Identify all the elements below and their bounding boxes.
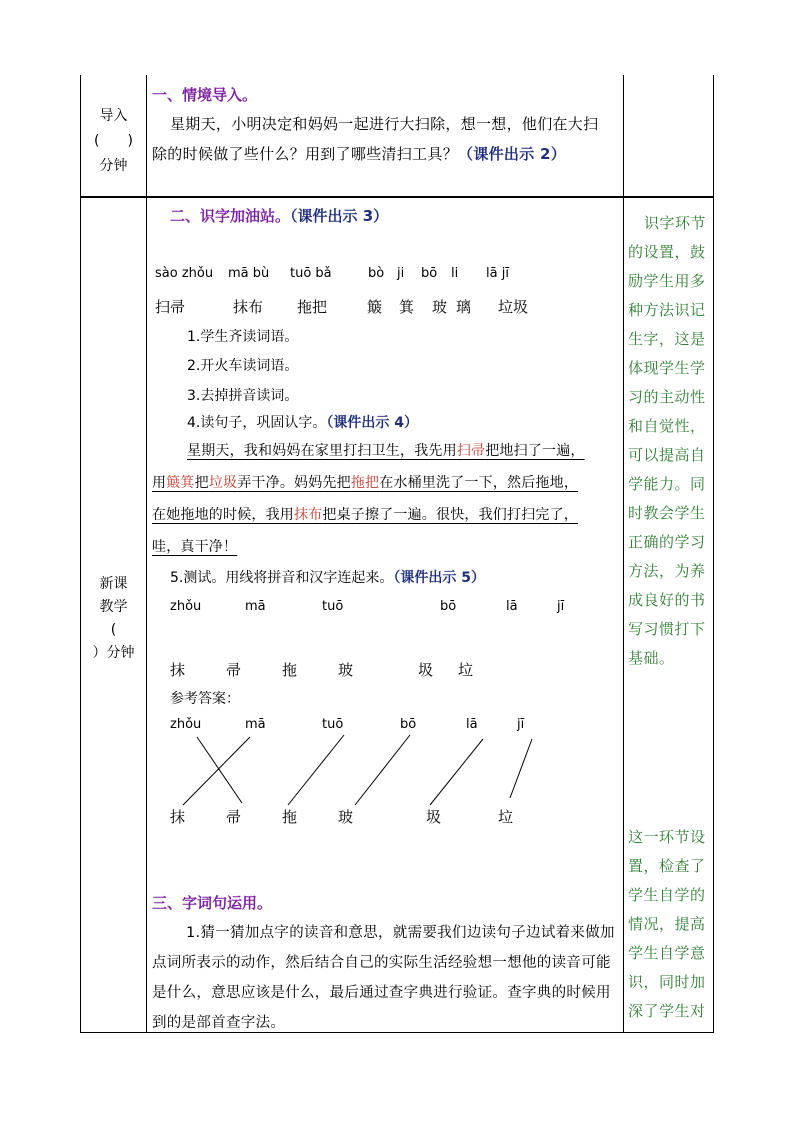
- answer-char: 垃: [498, 808, 514, 826]
- row1-label-line: 导入: [99, 108, 128, 124]
- row2-label-line: 教学: [99, 599, 128, 615]
- passage-text: 弄干净。妈妈先把: [237, 475, 351, 491]
- courseware-ref: （课件出示 4）: [326, 415, 418, 431]
- courseware-ref: （课件出示 5）: [393, 570, 485, 586]
- step-text: 5.测试。用线将拼音和汉字连起来。: [170, 570, 394, 586]
- answer-char: 圾: [426, 808, 442, 826]
- answer-char: 玻: [338, 808, 354, 826]
- row2-label-line: 新课: [99, 576, 128, 592]
- section1-text: 除的时候做了些什么？用到了哪些清扫工具？: [152, 145, 459, 163]
- passage-text: 把地扫了一遍，: [485, 443, 585, 459]
- answer-pinyin: zhǒu: [170, 717, 202, 732]
- row1-label-line: 分钟: [99, 158, 128, 174]
- pinyin-item: bō: [421, 266, 438, 281]
- passage-text: 在水桶里洗了一下，然后拖地，: [379, 475, 579, 491]
- side-note-usage: 这一环节设置，检查了学生自学的情况，提高学生自学意识，同时加深了学生对: [628, 828, 706, 1020]
- step-text: 4.读句子，巩固认字。: [187, 415, 327, 431]
- word-item: 玻: [432, 298, 448, 316]
- passage-text: 星期天，我和妈妈在家里打扫卫生，我先用: [187, 443, 457, 459]
- answer-line: [183, 737, 250, 805]
- test-char: 垃: [458, 661, 474, 679]
- word-item: 垃圾: [498, 298, 529, 316]
- step-item: 3.去掉拼音读词。: [187, 388, 299, 404]
- test-pinyin: mā: [245, 599, 266, 614]
- courseware-ref: （课件出示 2）: [458, 145, 567, 163]
- pinyin-item: li: [451, 266, 459, 281]
- answer-line: [510, 739, 532, 798]
- word-item: 拖把: [297, 298, 328, 316]
- passage-text: 把桌子擦了一遍。很快，我们打扫完了，: [322, 507, 579, 523]
- step-item: 2.开火车读词语。: [187, 358, 299, 374]
- test-char: 抹: [170, 661, 186, 679]
- courseware-ref: （课件出示 3）: [290, 207, 389, 225]
- word-item: 抹布: [233, 298, 264, 316]
- passage-highlight: 簸箕: [166, 475, 195, 491]
- test-pinyin: tuō: [322, 599, 344, 614]
- pinyin-item: bò: [368, 266, 385, 281]
- test-pinyin: zhǒu: [170, 599, 202, 614]
- section1-heading: 一、情境导入。: [152, 86, 258, 104]
- word-item: 璃: [456, 298, 472, 316]
- pinyin-item: ji: [397, 266, 405, 281]
- pinyin-item: mā bù: [228, 266, 270, 281]
- answer-pinyin: mā: [245, 717, 266, 732]
- word-item: 簸: [367, 298, 383, 316]
- answer-line: [288, 735, 344, 805]
- word-item: 箕: [399, 298, 415, 316]
- passage-text: 把: [194, 475, 209, 491]
- passage-highlight: 扫帚: [456, 443, 486, 459]
- passage-text: 在她拖地的时候，我用: [152, 507, 294, 523]
- passage-line-4: 哇，真干净！: [152, 539, 238, 555]
- pinyin-item: lā jī: [486, 266, 509, 281]
- pinyin-item: sào zhǒu: [155, 266, 214, 281]
- test-pinyin: bō: [440, 599, 457, 614]
- section1-text-line1: 星期天，小明决定和妈妈一起进行大扫除，想一想，他们在大扫: [170, 115, 599, 133]
- answer-label: 参考答案：: [170, 691, 240, 707]
- row2-label-line: ）分钟: [92, 645, 135, 661]
- answer-pinyin: jī: [517, 717, 525, 732]
- section3-paragraph: 1.猜一猜加点字的读音和意思，就需要我们边读句子边试着来做加点词所表示的动作，然后结合自己的实际生活经验想一想他的读音可能是什么，意思应该是什么，最后通过查字典进行验证。查字典的时候用到的是部首查字法。: [152, 925, 615, 1031]
- passage-text: 用: [152, 475, 167, 491]
- pinyin-item: tuō bǎ: [290, 266, 332, 281]
- passage-highlight: 抹布: [294, 507, 323, 523]
- step-item: 1.学生齐读词语。: [187, 329, 299, 345]
- answer-pinyin: lā: [466, 717, 478, 732]
- test-pinyin: jī: [557, 599, 565, 614]
- answer-line: [197, 737, 242, 803]
- answer-pinyin: bō: [400, 717, 417, 732]
- answer-char: 抹: [170, 808, 186, 826]
- section2-title: 二、识字加油站。: [170, 207, 291, 225]
- test-char: 圾: [418, 661, 434, 679]
- answer-line: [430, 739, 483, 805]
- test-char: 帚: [226, 661, 242, 679]
- row2-label-line: (: [110, 622, 117, 638]
- test-char: 玻: [338, 661, 354, 679]
- answer-char: 帚: [226, 808, 242, 826]
- test-char: 拖: [282, 661, 298, 679]
- test-pinyin: lā: [506, 599, 518, 614]
- row1-label-line: ( ): [94, 133, 133, 149]
- word-item: 扫帚: [155, 298, 186, 316]
- answer-pinyin: tuō: [322, 717, 344, 732]
- passage-highlight: 垃圾: [208, 475, 238, 491]
- passage-highlight: 拖把: [350, 475, 380, 491]
- section3-heading: 三、字词句运用。: [152, 894, 273, 912]
- answer-line: [355, 735, 410, 805]
- side-note-literacy: 识字环节的设置，鼓励学生用多种方法识记生字，这是体现学生学习的主动性和自觉性，可以提高自学能力。同时教会学生正确的学习方法，为养成良好的书写习惯打下基础。: [628, 214, 707, 667]
- answer-char: 拖: [282, 808, 298, 826]
